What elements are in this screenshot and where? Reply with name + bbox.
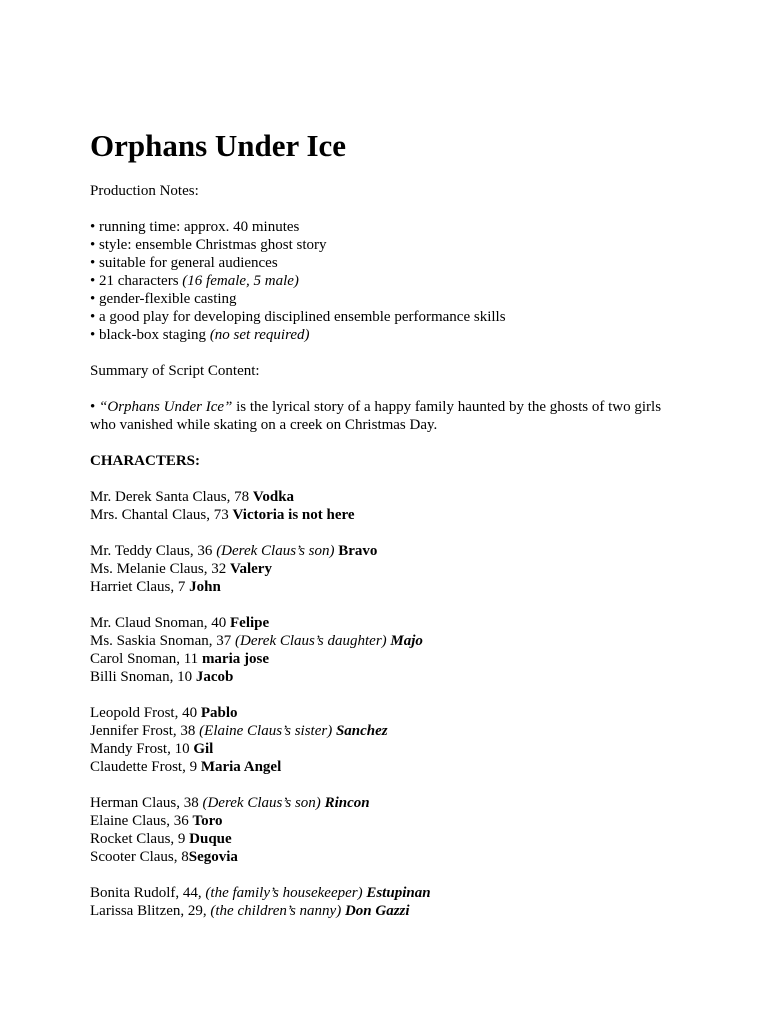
character-name: Carol Snoman, 11 <box>90 651 202 667</box>
actor-name: Felipe <box>230 615 270 631</box>
character-line <box>90 632 423 650</box>
character-relation: (Derek Claus’s son) <box>202 795 321 811</box>
actor-name: Rincon <box>320 795 370 811</box>
actor-name: Don Gazzi <box>341 903 410 919</box>
character-line <box>90 542 377 560</box>
character-relation: (Derek Claus’s daughter) <box>235 633 387 649</box>
note-casting: • gender-flexible casting <box>90 291 237 307</box>
note-staging-detail: (no set required) <box>209 327 310 343</box>
character-line <box>90 506 355 524</box>
character-relation: (the children’s nanny) <box>210 903 342 919</box>
character-name: Ms. Saskia Snoman, 37 <box>90 633 236 649</box>
summary-text-1: is the lyrical story of a happy family haunted by the ghosts of two girls <box>232 399 662 415</box>
actor-name: John <box>189 579 221 595</box>
actor-name: maria jose <box>201 651 269 667</box>
character-line <box>90 560 272 578</box>
character-line <box>90 794 370 812</box>
character-line <box>90 848 238 866</box>
note-characters-count-text: • 21 characters <box>90 273 183 289</box>
note-audience: • suitable for general audiences <box>90 255 278 271</box>
character-line <box>90 812 223 830</box>
note-skills: • a good play for developing disciplined ensemble performance skills <box>90 309 506 325</box>
summary-heading: Summary of Script Content: <box>90 363 260 379</box>
actor-name: Bravo <box>334 543 378 559</box>
character-line <box>90 704 238 722</box>
actor-name: Segovia <box>188 849 238 865</box>
note-staging-text: • black-box staging <box>90 327 210 343</box>
note-staging <box>90 326 310 344</box>
character-line <box>90 740 213 758</box>
actor-name: Pablo <box>200 705 238 721</box>
production-notes-heading: Production Notes: <box>90 183 199 199</box>
character-name: Larissa Blitzen, 29, <box>90 903 211 919</box>
character-line <box>90 722 388 740</box>
character-relation: (Elaine Claus’s sister) <box>199 723 333 739</box>
character-name: Leopold Frost, 40 <box>90 705 201 721</box>
actor-name: Vodka <box>252 489 295 505</box>
character-name: Scooter Claus, 8 <box>90 849 189 865</box>
character-name: Mr. Derek Santa Claus, 78 <box>90 489 253 505</box>
summary-line-2: who vanished while skating on a creek on Christmas Day. <box>90 417 438 433</box>
character-name: Ms. Melanie Claus, 32 <box>90 561 230 577</box>
actor-name: Maria Angel <box>200 759 282 775</box>
character-name: Mandy Frost, 10 <box>90 741 194 757</box>
actor-name: Duque <box>189 831 232 847</box>
character-line <box>90 830 232 848</box>
character-line <box>90 884 431 902</box>
summary-play-title: “Orphans Under Ice” <box>99 399 233 415</box>
summary-bullet: • <box>90 399 100 415</box>
actor-name: Estupinan <box>362 885 431 901</box>
character-name: Rocket Claus, 9 <box>90 831 190 847</box>
character-name: Bonita Rudolf, 44, <box>90 885 206 901</box>
character-line <box>90 614 269 632</box>
character-name: Jennifer Frost, 38 <box>90 723 200 739</box>
character-line <box>90 668 233 686</box>
character-name: Mr. Teddy Claus, 36 <box>90 543 217 559</box>
actor-name: Gil <box>193 741 214 757</box>
character-line <box>90 758 281 776</box>
character-name: Herman Claus, 38 <box>90 795 203 811</box>
summary-line-1 <box>90 398 661 416</box>
character-name: Harriet Claus, 7 <box>90 579 190 595</box>
note-style: • style: ensemble Christmas ghost story <box>90 237 327 253</box>
characters-heading: CHARACTERS: <box>90 453 201 469</box>
character-name: Billi Snoman, 10 <box>90 669 196 685</box>
actor-name: Toro <box>192 813 223 829</box>
character-line <box>90 488 294 506</box>
character-line <box>90 578 221 596</box>
character-line <box>90 650 269 668</box>
character-line <box>90 902 410 920</box>
character-name: Claudette Frost, 9 <box>90 759 201 775</box>
actor-name: Majo <box>386 633 423 649</box>
actor-name: Valery <box>230 561 272 577</box>
character-relation: (the family’s housekeeper) <box>205 885 363 901</box>
document-title: Orphans Under Ice <box>90 128 347 163</box>
character-name: Mr. Claud Snoman, 40 <box>90 615 231 631</box>
character-name: Mrs. Chantal Claus, 73 <box>90 507 233 523</box>
actor-name: Victoria is not here <box>232 507 355 523</box>
note-characters-breakdown: (16 female, 5 male) <box>182 273 299 289</box>
character-name: Elaine Claus, 36 <box>90 813 193 829</box>
actor-name: Jacob <box>195 669 234 685</box>
actor-name: Sanchez <box>332 723 388 739</box>
note-running-time: • running time: approx. 40 minutes <box>90 219 300 235</box>
character-relation: (Derek Claus’s son) <box>216 543 335 559</box>
note-characters-count <box>90 272 299 290</box>
